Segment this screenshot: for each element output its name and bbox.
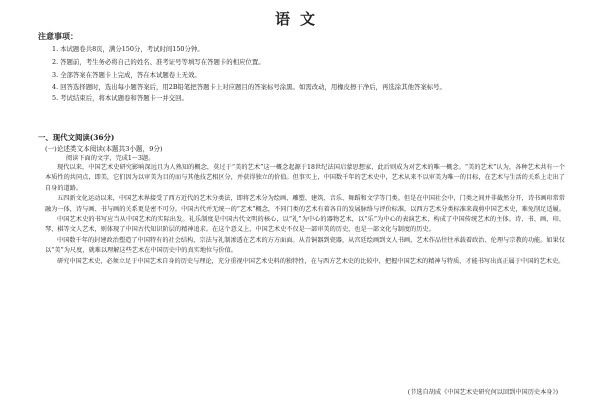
sub-heading: (一)论述类文本阅读(本题共3小题，9分) (45, 145, 163, 153)
note-item: 3. 全部答案在答题卡上完成，答在本试题卷上无效。 (52, 71, 201, 79)
notes-heading: 注意事项： (38, 31, 78, 41)
note-item: 1. 本试题卷共8页，满分150分，考试时间150分钟。 (52, 45, 204, 53)
notes-list (52, 43, 562, 105)
article-paragraph: 研究中国艺术史，必须立足于中国艺术自身的历史与理论，充分重视中国艺术史料的独特性，在与西方艺术史的比较中，把握中国艺术的精神与特质，才能书写出真正属于中国的艺术史。 (57, 257, 565, 265)
note-item: 5. 考试结束后，将本试题卷和答题卡一并交回。 (52, 94, 188, 102)
article-paragraph: 五四新文化运动以来，中国艺术界接受了西方近代的艺术分类法，即将艺术分为绘画、雕塑、建筑、音乐、舞蹈和文学等门类。但是在中国社会中，门类之间并非截然分开，诗书画印常常融为一体，诗与画、书与画的关系更是密不可分。中国古代并无统一的“艺术”概念，不同门类的艺术有着各自的发展脉络与评价标准，以西方艺术分类标准来裁剪中国艺术史，难免削足适履。 (45, 195, 565, 213)
article-body (45, 163, 565, 267)
article-paragraph: 中国艺术史的书写应当从中国艺术的实际出发。礼乐制度是中国古代文明的核心，以“礼”为中心的器物艺术，以“乐”为中心的表演艺术，构成了中国传统艺术的主体。诗、书、画、印、琴、棋等文人艺术，则体现了中国古代知识阶层的精神追求。在这个意义上，中国艺术史不仅是一部审美的历史，也是一部文化与制度的历史。 (45, 216, 565, 234)
article-paragraph: 中国数千年的封建政治塑造了中国特有的社会结构，宗法与礼制渗透在艺术的方方面面。从青铜器到瓷器，从宫廷绘画到文人书画，艺术作品往往承载着政治、伦理与宗教的功能。如果仅以“美”为尺度，就难以理解这些艺术在中国历史中的真实地位与价值。 (45, 236, 565, 255)
article-source: (节选自胡成《中国艺术史研究何以回到中国历史本身》) (407, 389, 558, 396)
section-heading: 一、现代文阅读(36分) (38, 133, 115, 142)
article-paragraph: 现代以来，中国艺术史研究影响深远且为人熟知的概念，莫过于“美的艺术”这一概念起源于18世纪法国启蒙思想家，此后则成为对艺术的唯一概念。“美的艺术”认为，各种艺术共有一个本质性的共同点，即美，它们因为以审美为目的而与其他技艺相区分，并获得独立的价值。但事实上，中国数千年的艺术史中，艺术从来不以审美为唯一的目标，在艺术与生活的关系上走出了自身的道路。 (45, 164, 565, 192)
note-item: 2. 答题前，考生务必将自己的姓名、准考证号等填写在答题卡的相应位置。 (52, 58, 265, 66)
page-title: 语文 (274, 10, 325, 28)
reading-instruction: 阅读下面的文字，完成1～3题。 (66, 155, 155, 162)
note-item: 4. 回答选择题时，选出每小题答案后，用2B铅笔把答题卡上对应题目的答案标号涂黑。如需改动，用橡皮擦干净后，再选涂其他答案标号。 (52, 83, 446, 91)
